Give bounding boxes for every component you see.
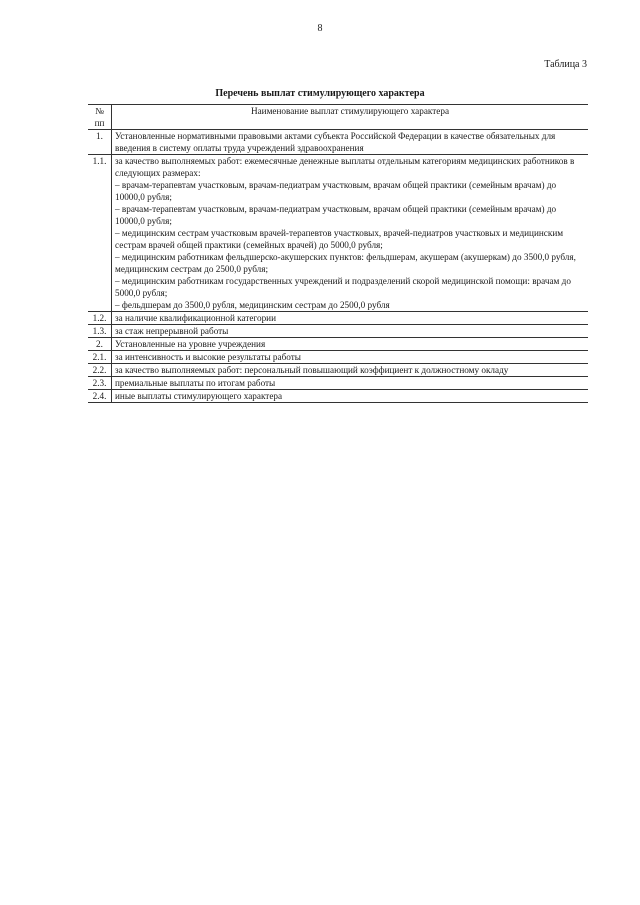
row-number: 2.4. bbox=[88, 390, 112, 403]
row-text-line: – медицинским работникам фельдшерско-акушерских пунктов: фельдшерам, акушерам (акушеркам) до 3500,0 рубля, медицинским сестрам до 2500,0 рубля; bbox=[115, 252, 576, 274]
row-number: 2.1. bbox=[88, 351, 112, 364]
table-row bbox=[88, 130, 588, 155]
table-row bbox=[88, 155, 588, 312]
row-text: иные выплаты стимулирующего характера bbox=[112, 390, 589, 403]
row-number: 2.2. bbox=[88, 364, 112, 377]
row-text: за стаж непрерывной работы bbox=[112, 325, 589, 338]
table-caption: Таблица 3 bbox=[544, 59, 587, 70]
header-number-sign: № bbox=[95, 106, 104, 116]
payments-table bbox=[88, 104, 588, 403]
table-header-row bbox=[88, 105, 588, 130]
row-text: за наличие квалификационной категории bbox=[112, 312, 589, 325]
row-number: 2.3. bbox=[88, 377, 112, 390]
table-row bbox=[88, 390, 588, 403]
row-text: за качество выполняемых работ: персональный повышающий коэффициент к должностному окладу bbox=[112, 364, 589, 377]
page-number: 8 bbox=[317, 23, 323, 34]
header-number-abbrev: пп bbox=[94, 118, 105, 128]
row-number: 1. bbox=[88, 130, 112, 155]
row-text-line: – медицинским работникам государственных учреждений и подразделений скорой медицинской помощи: врачам до 5000,0 рубля; bbox=[115, 276, 571, 298]
row-text bbox=[112, 155, 589, 312]
table-title: Перечень выплат стимулирующего характера bbox=[215, 88, 425, 99]
header-number-cell bbox=[88, 105, 112, 130]
row-number: 1.2. bbox=[88, 312, 112, 325]
row-text-line: – врачам-терапевтам участковым, врачам-педиатрам участковым, врачам общей практики (семейным врачам) до 10000,0 рубля; bbox=[115, 180, 557, 202]
table-row bbox=[88, 338, 588, 351]
row-number: 1.1. bbox=[88, 155, 112, 312]
row-text-line: за качество выполняемых работ: ежемесячные денежные выплаты отдельным категориям медицинских работников в следующих размерах: bbox=[115, 156, 575, 178]
table-row bbox=[88, 364, 588, 377]
row-text: премиальные выплаты по итогам работы bbox=[112, 377, 589, 390]
row-text: Установленные нормативными правовыми актами субъекта Российской Федерации в качестве обязательных для введения в систему оплаты труда учреждений здравоохранения bbox=[112, 130, 589, 155]
row-number: 1.3. bbox=[88, 325, 112, 338]
table-row bbox=[88, 377, 588, 390]
table-row bbox=[88, 325, 588, 338]
table-row bbox=[88, 351, 588, 364]
row-text: за интенсивность и высокие результаты работы bbox=[112, 351, 589, 364]
row-text-line: – медицинским сестрам участковым врачей-терапевтов участковых, врачей-педиатров участковых и медицинским сестрам врачей общей практики (семейных врачей) до 5000,0 рубля; bbox=[115, 228, 564, 250]
row-number: 2. bbox=[88, 338, 112, 351]
header-name-cell: Наименование выплат стимулирующего характера bbox=[112, 105, 589, 130]
table-row bbox=[88, 312, 588, 325]
row-text-line: – фельдшерам до 3500,0 рубля, медицинским сестрам до 2500,0 рубля bbox=[115, 300, 390, 310]
row-text-line: – врачам-терапевтам участковым, врачам-педиатрам участковым, врачам общей практики (семейным врачам) до 10000,0 рубля; bbox=[115, 204, 557, 226]
row-text: Установленные на уровне учреждения bbox=[112, 338, 589, 351]
